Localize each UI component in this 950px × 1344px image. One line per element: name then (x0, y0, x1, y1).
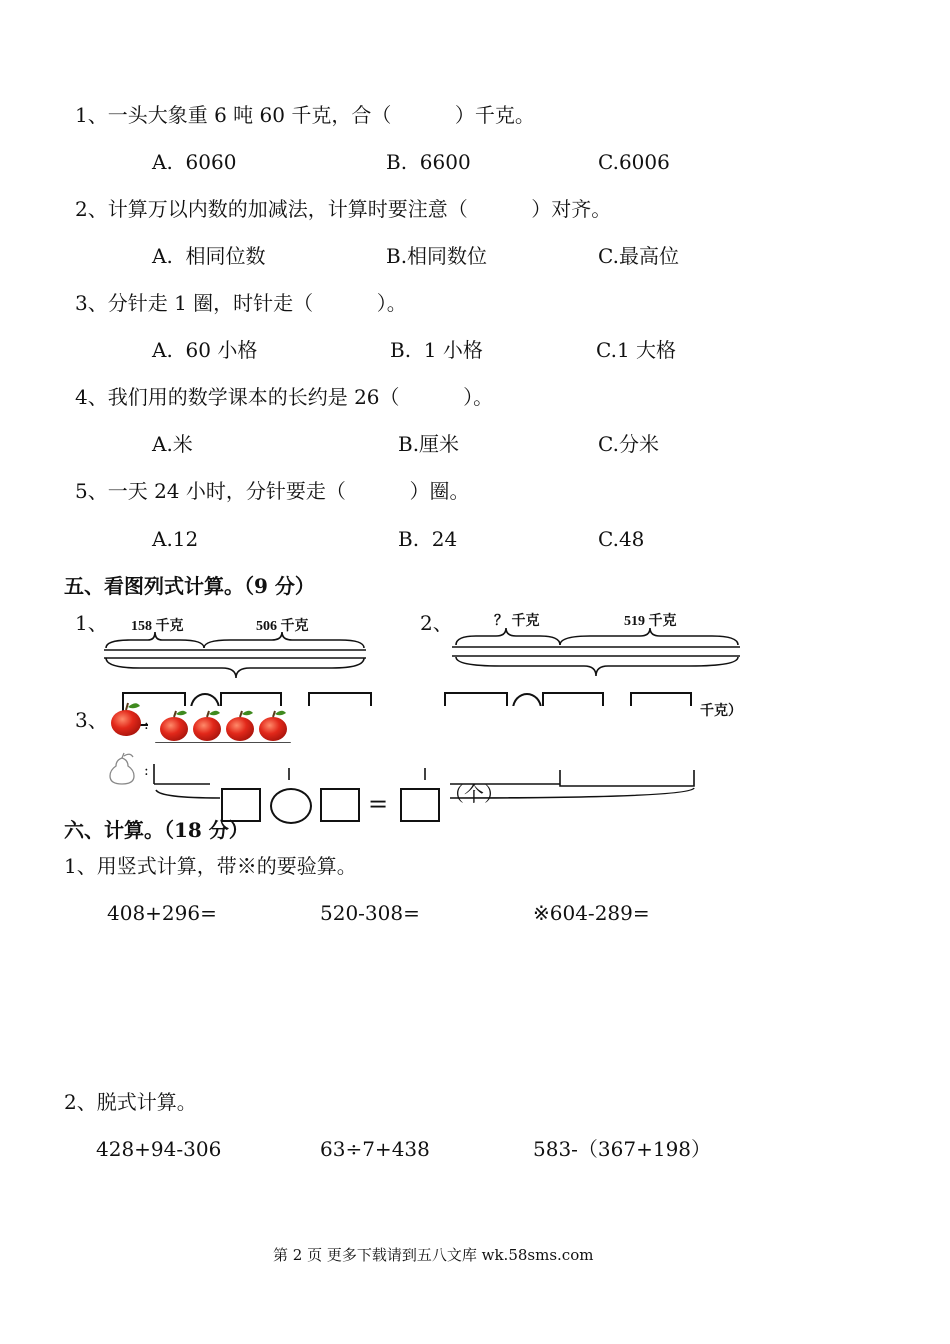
question-2-option-c[interactable]: C.最高位 (598, 244, 679, 268)
p3-unit: （个） (444, 782, 504, 806)
problem-2-left-label: ？ 千克 (494, 614, 540, 629)
pear-row-colon: : (144, 763, 149, 779)
stepwise-calc-1: 428+94-306 (96, 1137, 222, 1161)
question-3-option-c[interactable]: C.1 大格 (596, 338, 677, 362)
question-1-option-b[interactable]: B. 6600 (386, 150, 471, 174)
problem-2-right-label: 519 千克 (624, 614, 677, 629)
apple-icon (111, 703, 141, 736)
question-2-option-b[interactable]: B.相同数位 (386, 244, 488, 268)
question-4-option-b[interactable]: B.厘米 (398, 432, 460, 456)
stepwise-calc-3: 583-（367+198） (533, 1137, 712, 1161)
problem-1-right-label: 506 千克 (256, 619, 309, 634)
question-1: 1、一头大象重 6 吨 60 千克，合（ ）千克。 (75, 103, 535, 127)
page-footer: 第 2 页 更多下载请到五八文库 wk.58sms.com (273, 1246, 594, 1264)
section-6-sub-1: 1、用竖式计算，带※的要验算。 (64, 854, 357, 878)
question-4: 4、我们用的数学课本的长约是 26（ ）。 (75, 385, 494, 409)
question-5: 5、一天 24 小时，分针要走（ ）圈。 (75, 479, 470, 503)
apple-icon (259, 711, 287, 741)
section-5-title: 五、看图列式计算。（9 分） (64, 574, 315, 598)
question-1-option-a[interactable]: A. 6060 (152, 150, 237, 174)
apple-icon (193, 711, 221, 741)
apple-icon (226, 711, 254, 741)
question-5-option-a[interactable]: A.12 (152, 527, 199, 551)
question-4-option-a[interactable]: A.米 (152, 432, 193, 456)
question-3-option-b[interactable]: B. 1 小格 (390, 338, 483, 362)
problem-1-number: 1、 (75, 611, 108, 635)
question-1-option-c[interactable]: C.6006 (598, 150, 670, 174)
vertical-calc-3: ※604-289= (533, 901, 650, 925)
p3-answer-box-2[interactable] (320, 788, 360, 822)
question-5-option-b[interactable]: B. 24 (398, 527, 458, 551)
question-3-option-a[interactable]: A. 60 小格 (152, 338, 258, 362)
question-4-option-c[interactable]: C.分米 (598, 432, 659, 456)
apple-row-colon: : (144, 717, 149, 733)
section-6-title: 六、计算。（18 分） (64, 818, 249, 842)
problem-2-number: 2、 (420, 611, 453, 635)
question-2-option-a[interactable]: A. 相同位数 (152, 244, 266, 268)
question-5-option-c[interactable]: C.48 (598, 527, 645, 551)
problem-3-number: 3、 (75, 708, 108, 732)
pear-icon (110, 753, 134, 784)
problem-1-left-label: 158 千克 (131, 619, 184, 634)
question-3: 3、分针走 1 圈，时针走（ ）。 (75, 291, 407, 315)
p3-operator-circle[interactable] (270, 788, 312, 824)
problem-2-unit: 千克） (700, 704, 742, 719)
p3-answer-box-3[interactable] (400, 788, 440, 822)
question-2: 2、计算万以内数的加减法，计算时要注意（ ）对齐。 (75, 197, 612, 221)
p3-equals-sign: = (368, 790, 389, 818)
apple-icon (160, 711, 188, 741)
vertical-calc-2: 520-308= (320, 901, 420, 925)
section-6-sub-2: 2、脱式计算。 (64, 1090, 197, 1114)
stepwise-calc-2: 63÷7+438 (320, 1137, 430, 1161)
vertical-calc-1: 408+296= (107, 901, 217, 925)
p3-answer-box-1[interactable] (221, 788, 261, 822)
